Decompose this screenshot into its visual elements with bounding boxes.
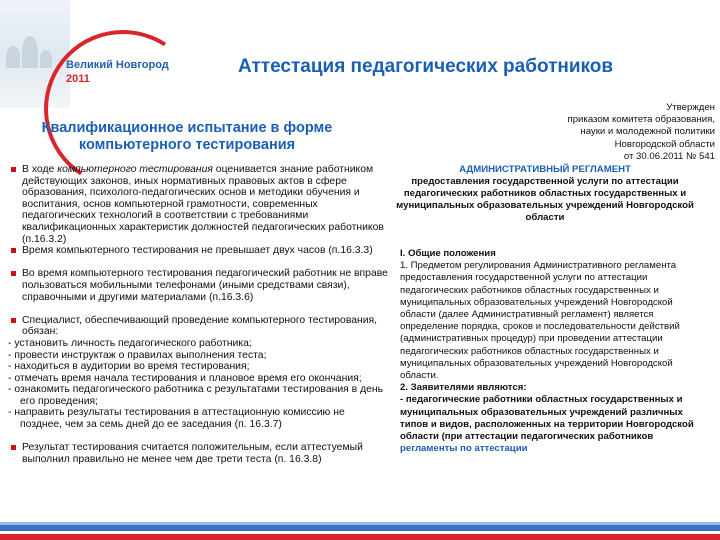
left-column	[8, 164, 388, 465]
section-2-heading: 2. Заявителями являются:	[400, 382, 527, 394]
approval-line: Новгородской области	[614, 138, 715, 150]
bullet-paragraph: Во время компьютерного тестирования педагогический работник не вправе пользоваться мобильными телефонами (иными средствами связи), справочными и другими материалами (п.16.3.6)	[8, 268, 388, 303]
dash-item: - провести инструктаж о правилах выполнения теста;	[8, 349, 267, 361]
section-heading: Квалификационное испытание в форме компьютерного тестирования	[41, 120, 333, 153]
section-2-text: - педагогические работники областных государственных и муниципальных образовательных учреждений различных типов и видов, расположенных на территории Новгородской области (при аттестации педагогических работников регламенты по аттестации	[400, 394, 694, 455]
regulation-title	[385, 164, 705, 224]
dash-item: - установить личность педагогического работника;	[8, 337, 252, 349]
regulation-link[interactable]: регламенты по аттестации	[400, 443, 528, 455]
dash-item: - направить результаты тестирования в аттестационную комиссию не позднее, чем за семь дней до ее заседания (п. 16.3.7)	[8, 407, 345, 431]
logo-year: 2011	[66, 73, 90, 85]
approval-line: от 30.06.2011 № 541	[623, 150, 715, 162]
approval-line: Утвержден	[666, 102, 715, 113]
approval-block	[500, 102, 715, 163]
bullet-paragraph: Специалист, обеспечивающий проведение компьютерного тестирования, обязан:	[8, 315, 388, 338]
section-1-heading: I. Общие положения	[400, 248, 496, 259]
logo	[0, 0, 200, 108]
bullet-paragraph: Время компьютерного тестирования не превышает двух часов (п.16.3.3)	[8, 245, 388, 257]
page-title: Аттестация педагогических работников	[238, 56, 614, 77]
regulation-name: АДМИНИСТРАТИВНЫЙ РЕГЛАМЕНТ	[459, 164, 631, 175]
regulation-subtitle: предоставления государственной услуги по аттестации педагогических работников областных государственных и муниципальных образовательных учреждений Новгородской области	[396, 176, 694, 223]
dash-item: - ознакомить педагогического работника с результатами тестирования в день его проведения;	[8, 384, 384, 407]
dash-item: - отмечать время начала тестирования и плановое время его окончания;	[8, 372, 362, 384]
logo-city-name: Великий Новгород	[66, 59, 169, 71]
regulation-body	[400, 248, 710, 455]
bullet-paragraph: Результат тестирования считается положительным, если аттестуемый выполнил правильно не менее чем две трети теста (п. 16.3.8)	[8, 442, 388, 465]
bullet-paragraph: В ходе компьютерного тестирования оценивается знание работником действующих законов, иных нормативных правовых актов в сфере образования, психолого-педагогических основ и методики обучения и воспитания, основ компьютерной грамотности, современных педагогических технологий в соответствии с требованиями квалификационных характеристик должностей педагогических работников (п.16.3.2)	[8, 164, 388, 245]
footer-stripes	[0, 518, 720, 540]
approval-line: приказом комитета образования,	[567, 114, 715, 126]
approval-line: науки и молодежной политики	[580, 126, 715, 138]
section-1-text: 1. Предметом регулирования Административного регламента предоставления государственной услуги по аттестации педагогических работников областных государственных и муниципальных образовательных учреждений Новгородской области (далее Административный регламент) является определение порядка, сроков и последовательности действий (административных процедур) при проведении аттестации педагогических работников областных государственных и муниципальных образовательных учреждений Новгородской области.	[400, 260, 680, 382]
dash-item: - находиться в аудитории во время тестирования;	[8, 361, 250, 373]
